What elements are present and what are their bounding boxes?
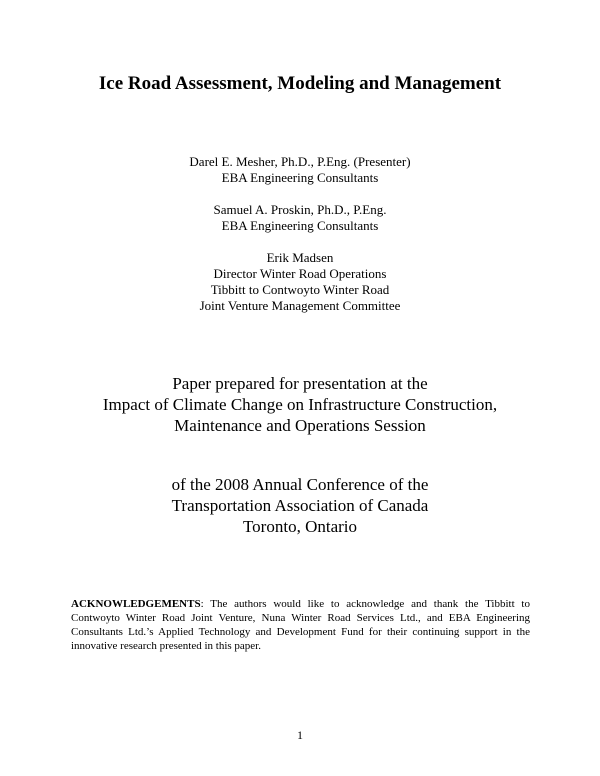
author-block	[0, 250, 600, 314]
author-block	[0, 154, 600, 186]
presentation-line: Paper prepared for presentation at the	[172, 374, 428, 393]
author-block	[0, 202, 600, 234]
acknowledgements-text: : The authors would like to acknowledge and thank the Tibbitt to Contwoyto Winter Road Joint Venture, Nuna Winter Road Services Ltd., and EBA Engineering Consultants Ltd.’s Applied Technology and Development Fund for their continuing support in the innovative research presented in this paper.	[71, 598, 530, 652]
author-name: Samuel A. Proskin, Ph.D., P.Eng.	[213, 202, 387, 217]
acknowledgements-paragraph	[71, 597, 530, 653]
conference-note	[0, 474, 600, 537]
conference-line: of the 2008 Annual Conference of the	[171, 475, 429, 494]
conference-line: Transportation Association of Canada	[171, 496, 429, 515]
presentation-line: Maintenance and Operations Session	[174, 416, 426, 435]
author-affiliation: EBA Engineering Consultants	[221, 218, 379, 233]
author-affiliation: EBA Engineering Consultants	[221, 170, 379, 185]
conference-line: Toronto, Ontario	[242, 517, 357, 536]
author-name: Erik Madsen	[266, 250, 334, 265]
acknowledgements-heading: ACKNOWLEDGEMENTS	[71, 598, 201, 610]
presentation-line: Impact of Climate Change on Infrastructure Construction,	[102, 395, 498, 414]
author-list	[0, 154, 600, 314]
page-number: 1	[297, 728, 303, 742]
author-affiliation: Joint Venture Management Committee	[199, 298, 401, 313]
author-role: Director Winter Road Operations	[213, 266, 387, 281]
author-name: Darel E. Mesher, Ph.D., P.Eng. (Presenter)	[189, 154, 411, 169]
presentation-note	[0, 373, 600, 436]
author-affiliation: Tibbitt to Contwoyto Winter Road	[210, 282, 390, 297]
paper-title: Ice Road Assessment, Modeling and Management	[98, 73, 502, 94]
